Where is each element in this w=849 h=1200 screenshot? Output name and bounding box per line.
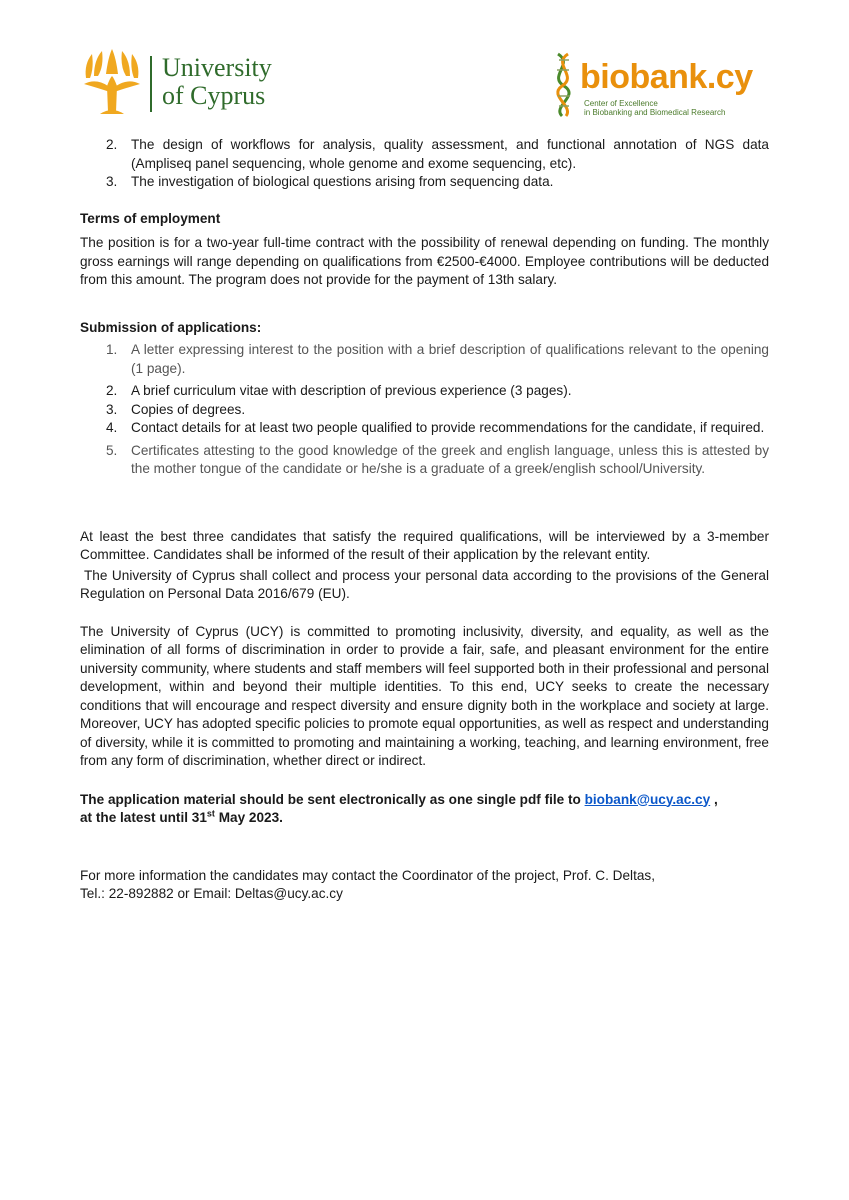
deadline-line1 bbox=[80, 791, 769, 810]
terms-paragraph: The position is for a two-year full-time contract with the possibility of renewal depending on funding. The monthly gross earnings will range depending on qualifications from €2500-€4000. Employee contributions will be deducted from this amount. The program does not provide for the payment of 13th salary. bbox=[80, 235, 769, 287]
list-item bbox=[80, 401, 769, 420]
list-item-text: A brief curriculum vitae with description of previous experience (3 pages). bbox=[131, 383, 572, 398]
biobank-tagline bbox=[584, 99, 725, 117]
list-item-text: The design of workflows for analysis, quality assessment, and functional annotation of NGS data (Ampliseq panel sequencing, whole genome and exome sequencing, etc). bbox=[131, 137, 769, 171]
list-item-number: 2. bbox=[106, 383, 118, 398]
document-body bbox=[80, 136, 769, 904]
deadline-notice bbox=[80, 791, 769, 828]
deadline-line2 bbox=[80, 809, 769, 828]
list-item-number: 3. bbox=[106, 174, 118, 189]
list-item bbox=[80, 136, 769, 173]
list-item bbox=[80, 341, 769, 378]
list-item-text: Contact details for at least two people qualified to provide recommendations for the candidate, if required. bbox=[131, 420, 765, 435]
ucy-logo-line2: of Cyprus bbox=[162, 81, 266, 110]
interview-paragraph: At least the best three candidates that satisfy the required qualifications, will be interviewed by a 3-member Committee. Candidates shall be informed of the result of their application by the relevant entity. bbox=[80, 528, 769, 562]
list-item-number: 4. bbox=[106, 420, 118, 435]
ucy-logo-line1: University bbox=[162, 53, 272, 82]
list-item-number: 5. bbox=[106, 442, 118, 458]
contact-line2: Tel.: 22-892882 or Email: Deltas@ucy.ac.cy bbox=[80, 886, 343, 901]
list-item-number: 3. bbox=[106, 401, 118, 417]
deadline-date-suffix-sup: st bbox=[206, 808, 215, 819]
deadline-date-prefix: at the latest until 31 bbox=[80, 810, 207, 825]
duties-list bbox=[80, 136, 769, 192]
ucy-logo-divider bbox=[150, 56, 152, 112]
contact-line1: For more information the candidates may contact the Coordinator of the project, Prof. C. Deltas, bbox=[80, 867, 655, 883]
list-item bbox=[80, 382, 769, 401]
contact-block bbox=[80, 867, 769, 904]
biobank-logo bbox=[544, 50, 774, 122]
list-item-text: Certificates attesting to the good knowledge of the greek and english language, unless this is attested by the mother tongue of the candidate or he/she is a graduate of a greek/english school/University. bbox=[131, 442, 769, 476]
biobank-tagline-line1: Center of Excellence bbox=[584, 99, 658, 108]
page-header bbox=[0, 0, 849, 130]
deadline-comma: , bbox=[710, 791, 718, 807]
dna-helix-icon bbox=[544, 50, 584, 120]
university-of-cyprus-logo bbox=[80, 48, 300, 118]
list-item-number: 2. bbox=[106, 137, 118, 152]
list-item bbox=[80, 173, 769, 192]
biobank-tagline-line2: in Biobanking and Biomedical Research bbox=[584, 108, 726, 117]
biobank-email-link[interactable]: biobank@ucy.ac.cy bbox=[584, 791, 711, 807]
list-item bbox=[80, 442, 769, 479]
submission-list bbox=[80, 341, 769, 479]
terms-heading: Terms of employment bbox=[80, 210, 221, 226]
deadline-date-suffix: May 2023. bbox=[214, 810, 283, 825]
list-item-text: A letter expressing interest to the position with a brief description of qualifications relevant to the opening (1 page). bbox=[131, 342, 769, 376]
list-item-number: 1. bbox=[106, 342, 118, 357]
ucy-logo-text bbox=[162, 54, 272, 110]
list-item-text: The investigation of biological questions arising from sequencing data. bbox=[131, 174, 554, 189]
submission-heading: Submission of applications: bbox=[80, 319, 262, 335]
list-item bbox=[80, 419, 769, 438]
personal-data-paragraph: The University of Cyprus shall collect and process your personal data according to the provisions of the General Regulation on Personal Data 2016/679 (EU). bbox=[80, 567, 769, 601]
deadline-prefix: The application material should be sent electronically as one single pdf file to bbox=[80, 791, 585, 807]
list-item-text: Copies of degrees. bbox=[131, 401, 246, 417]
ucy-tree-icon bbox=[80, 48, 144, 116]
diversity-paragraph: The University of Cyprus (UCY) is committed to promoting inclusivity, diversity, and equality, as well as the elimination of all forms of discrimination in order to provide a fair, safe, and pleasant environment for the entire university community, where students and staff members will feel supported both in their professional and personal development, within and beyond their multiple identities. To this end, UCY seeks to create the necessary conditions that will encourage and respect diversity and ensure dignity both in the workplace and society at large. Moreover, UCY has adopted specific policies to promote equal opportunities, as well as respect and understanding of diversity, while it is committed to promoting and maintaining a working, teaching, and learning environment, free from any form of discrimination, whether direct or indirect. bbox=[80, 623, 769, 768]
biobank-logo-text: biobank.cy bbox=[580, 58, 753, 96]
